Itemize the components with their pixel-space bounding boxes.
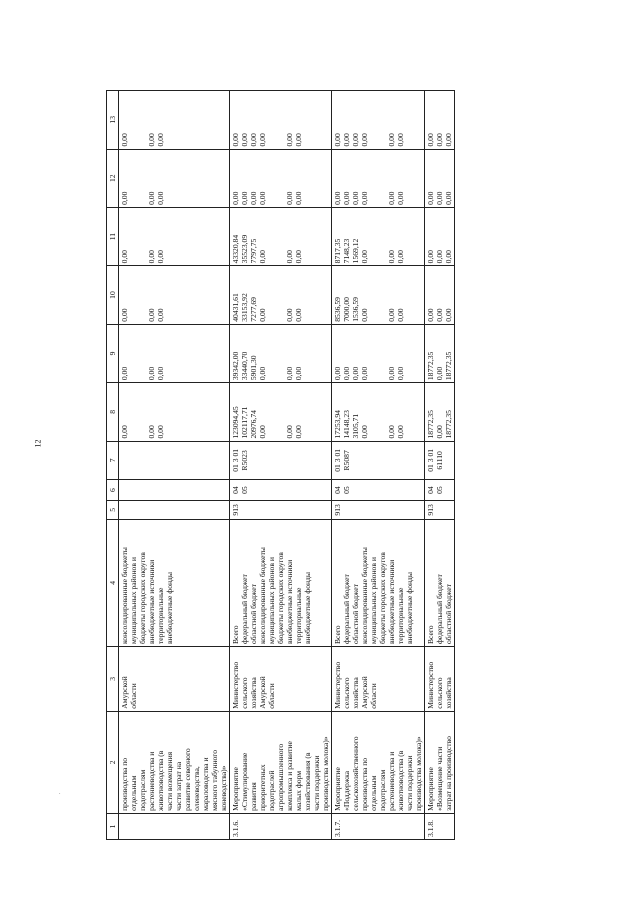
- value-cell: 0,00: [294, 133, 303, 147]
- value-column: [119, 383, 230, 441]
- value-cell: 0,00: [360, 191, 369, 205]
- value-column: [230, 207, 332, 265]
- funding-source: федеральный бюджет: [342, 574, 351, 645]
- value-cell: 5901,30: [249, 355, 258, 381]
- executor: Министерство сельского хозяйства Амурской области: [332, 647, 425, 712]
- value-cell: 0,00: [120, 133, 129, 147]
- value-cell: 0,00: [444, 191, 453, 205]
- rotated-table-wrapper: [106, 90, 616, 840]
- value-cell: 0,00: [360, 308, 369, 322]
- header-cell: 9: [107, 324, 119, 382]
- value-cell: 0,00: [285, 250, 294, 264]
- margin-mark: .: [59, 790, 61, 796]
- table-row: [230, 91, 332, 840]
- value-cell: 0,00: [156, 425, 165, 439]
- funding-source: внебюджетные источники: [387, 559, 396, 645]
- value-column: [230, 149, 332, 207]
- value-cell: 0,00: [387, 191, 396, 205]
- value-cell: 0,00: [435, 366, 444, 381]
- value-cell: 0,00: [360, 250, 369, 264]
- value-cell: 0,00: [249, 191, 258, 205]
- target-code: [119, 441, 230, 480]
- value-cell: 0,00: [435, 425, 444, 439]
- value-cell: 17253,94: [333, 410, 342, 439]
- value-column: [230, 266, 332, 324]
- grbs-code: 913: [332, 501, 425, 520]
- table-row: [332, 91, 425, 840]
- value-cell: 0,00: [147, 425, 156, 439]
- value-cell: 14148,23: [342, 410, 351, 439]
- funding-source: консолидированные бюджеты муниципальных районов и бюджеты городских округов: [120, 547, 147, 645]
- value-cell: 7148,23: [342, 238, 351, 264]
- value-column: [332, 383, 425, 441]
- value-column: [230, 91, 332, 150]
- target-code: 01 3 01 R5023: [230, 441, 332, 480]
- value-cell: 0,00: [396, 191, 405, 205]
- value-column: [119, 91, 230, 150]
- value-cell: 0,00: [444, 250, 453, 264]
- value-cell: 0,00: [285, 308, 294, 322]
- value-cell: 0,00: [360, 425, 369, 439]
- value-cell: 0,00: [360, 366, 369, 381]
- value-cell: 0,00: [351, 191, 360, 205]
- value-cell: 0,00: [120, 366, 129, 381]
- value-cell: 40431,61: [231, 293, 240, 322]
- value-column: [425, 266, 455, 324]
- header-cell: 7: [107, 441, 119, 480]
- value-cell: 0,00: [231, 191, 240, 205]
- value-cell: 0,00: [426, 250, 435, 264]
- value-cell: 0,00: [387, 250, 396, 264]
- funding-source: территориальные внебюджетные фонды: [396, 571, 414, 645]
- funding-source: федеральный бюджет: [435, 574, 444, 645]
- value-cell: 7797,75: [249, 238, 258, 264]
- value-cell: 0,00: [351, 366, 360, 381]
- header-cell: 12: [107, 149, 119, 207]
- value-cell: 0,00: [231, 133, 240, 147]
- header-cell: 2: [107, 711, 119, 813]
- value-cell: 8536,59: [333, 297, 342, 322]
- value-cell: 0,00: [435, 191, 444, 205]
- value-cell: 0,00: [258, 366, 267, 381]
- table-row: [425, 91, 455, 840]
- value-cell: 0,00: [294, 366, 303, 381]
- header-cell: 5: [107, 501, 119, 520]
- header-row: [107, 91, 119, 840]
- section-code: 04 05: [332, 480, 425, 501]
- value-cell: 0,00: [360, 133, 369, 147]
- value-cell: 33153,92: [240, 293, 249, 322]
- funding-source: федеральный бюджет: [240, 574, 249, 645]
- funding-source: внебюджетные источники: [285, 559, 294, 645]
- measure-name: Мероприятие «Поддержка сельскохозяйственного производства по отдельным подотраслям растениеводства и животноводства (в части поддержки производства молока)»: [332, 711, 425, 813]
- budget-table: [106, 90, 455, 840]
- executor: Министерство сельского хозяйства: [425, 647, 455, 712]
- value-cell: 7000,00: [342, 297, 351, 322]
- value-cell: 0,00: [120, 425, 129, 439]
- value-cell: 39342,00: [231, 351, 240, 381]
- value-cell: 18772,35: [444, 410, 453, 439]
- item-number: [119, 813, 230, 839]
- value-cell: 0,00: [396, 250, 405, 264]
- item-number: 3.1.7.: [332, 813, 425, 839]
- measure-name: Мероприятие «Возмещение части затрат на производство: [425, 711, 455, 813]
- value-cell: 7277,69: [249, 297, 258, 322]
- value-cell: 0,00: [249, 133, 258, 147]
- value-cell: 0,00: [435, 308, 444, 322]
- value-cell: 20976,74: [249, 410, 258, 439]
- value-cell: 0,00: [285, 133, 294, 147]
- value-cell: 0,00: [396, 366, 405, 381]
- value-cell: 0,00: [333, 191, 342, 205]
- value-cell: 0,00: [387, 308, 396, 322]
- header-cell: 13: [107, 91, 119, 150]
- value-cell: 102117,71: [240, 406, 249, 439]
- value-cell: 0,00: [342, 133, 351, 147]
- funding-source: внебюджетные источники: [147, 559, 156, 645]
- measure-name: Мероприятие «Стимулирование развития приоритетных подотраслей агропромышленного комплекса и развитие малых форм хозяйствования (в части поддержки производства молока)»: [230, 711, 332, 813]
- value-cell: 0,00: [240, 133, 249, 147]
- value-column: [332, 207, 425, 265]
- value-cell: 0,00: [396, 425, 405, 439]
- funding-source: консолидированные бюджеты муниципальных районов и бюджеты городских округов: [360, 547, 387, 645]
- value-cell: 0,00: [387, 425, 396, 439]
- value-cell: 0,00: [444, 133, 453, 147]
- value-cell: 0,00: [120, 250, 129, 264]
- funding-source: областной бюджет: [249, 584, 258, 645]
- grbs-code: 913: [230, 501, 332, 520]
- value-cell: 0,00: [396, 133, 405, 147]
- section-code: 04 05: [230, 480, 332, 501]
- value-cell: 3105,71: [351, 413, 360, 439]
- value-cell: 0,00: [333, 366, 342, 381]
- value-cell: 0,00: [120, 308, 129, 322]
- funding-source: территориальные внебюджетные фонды: [294, 571, 312, 645]
- section-code: [119, 480, 230, 501]
- value-cell: 33440,70: [240, 351, 249, 381]
- value-cell: 0,00: [156, 366, 165, 381]
- value-cell: 0,00: [342, 191, 351, 205]
- value-column: [119, 207, 230, 265]
- executor: Амурской области: [119, 647, 230, 712]
- value-column: [332, 324, 425, 382]
- header-cell: 11: [107, 207, 119, 265]
- value-column: [425, 149, 455, 207]
- value-cell: 0,00: [258, 425, 267, 439]
- value-cell: 1536,59: [351, 297, 360, 322]
- funding-source: областной бюджет: [351, 584, 360, 645]
- value-cell: 0,00: [435, 250, 444, 264]
- value-cell: 0,00: [147, 191, 156, 205]
- grbs-code: [119, 501, 230, 520]
- funding-sources: [230, 519, 332, 646]
- value-cell: 0,00: [147, 133, 156, 147]
- item-number: 3.1.8.: [425, 813, 455, 839]
- header-cell: 4: [107, 519, 119, 646]
- value-cell: 0,00: [294, 250, 303, 264]
- header-cell: 6: [107, 480, 119, 501]
- value-cell: 0,00: [351, 133, 360, 147]
- value-cell: 0,00: [285, 366, 294, 381]
- table-row: [119, 91, 230, 840]
- funding-sources: [425, 519, 455, 646]
- target-code: 01 3 01 R5087: [332, 441, 425, 480]
- section-code: 04 05: [425, 480, 455, 501]
- item-number: 3.1.6.: [230, 813, 332, 839]
- value-cell: 0,00: [342, 366, 351, 381]
- value-cell: 18772,35: [444, 351, 453, 381]
- value-cell: 35523,09: [240, 234, 249, 264]
- funding-source: территориальные внебюджетные фонды: [156, 571, 174, 645]
- header-cell: 1: [107, 813, 119, 839]
- value-cell: 123094,45: [231, 406, 240, 439]
- measure-name: производства по отдельным подотраслям растениеводства и животноводства (в части возмещения части затрат на развитие северного оленеводства, мараловодства и мясного табунного коневодства)»: [119, 711, 230, 813]
- value-cell: 0,00: [156, 191, 165, 205]
- funding-source: консолидированные бюджеты муниципальных районов и бюджеты городских округов: [258, 547, 285, 645]
- funding-source: Всего: [426, 625, 435, 645]
- executor: Министерство сельского хозяйства Амурской области: [230, 647, 332, 712]
- funding-sources: [332, 519, 425, 646]
- value-cell: 0,00: [444, 308, 453, 322]
- value-cell: 0,00: [240, 191, 249, 205]
- value-cell: 0,00: [426, 133, 435, 147]
- value-column: [119, 324, 230, 382]
- value-column: [332, 149, 425, 207]
- page-number: 12: [33, 439, 43, 448]
- margin-mark: ,: [106, 427, 108, 433]
- value-cell: 18772,35: [426, 351, 435, 381]
- value-cell: 0,00: [147, 366, 156, 381]
- value-cell: 43320,84: [231, 234, 240, 264]
- value-cell: 0,00: [294, 191, 303, 205]
- grbs-code: 913: [425, 501, 455, 520]
- value-column: [425, 383, 455, 441]
- value-cell: 0,00: [156, 250, 165, 264]
- value-cell: 0,00: [396, 308, 405, 322]
- value-cell: 8717,35: [333, 238, 342, 264]
- value-cell: 0,00: [258, 133, 267, 147]
- value-column: [332, 266, 425, 324]
- value-cell: 0,00: [156, 308, 165, 322]
- value-cell: 0,00: [258, 250, 267, 264]
- funding-source: Всего: [231, 625, 240, 645]
- funding-sources: [119, 519, 230, 646]
- value-cell: 0,00: [156, 133, 165, 147]
- value-cell: 18772,35: [426, 410, 435, 439]
- funding-source: Всего: [333, 625, 342, 645]
- value-column: [119, 266, 230, 324]
- value-cell: 0,00: [426, 308, 435, 322]
- value-cell: 0,00: [285, 425, 294, 439]
- value-cell: 0,00: [147, 308, 156, 322]
- value-cell: 0,00: [426, 191, 435, 205]
- value-cell: 0,00: [387, 133, 396, 147]
- value-cell: 0,00: [435, 133, 444, 147]
- value-cell: 0,00: [294, 425, 303, 439]
- value-cell: 0,00: [258, 308, 267, 322]
- value-column: [425, 207, 455, 265]
- value-column: [332, 91, 425, 150]
- value-column: [425, 91, 455, 150]
- value-cell: 1569,12: [351, 238, 360, 264]
- value-cell: 0,00: [147, 250, 156, 264]
- value-column: [425, 324, 455, 382]
- value-cell: 0,00: [294, 308, 303, 322]
- header-cell: 3: [107, 647, 119, 712]
- value-column: [230, 383, 332, 441]
- value-cell: 0,00: [285, 191, 294, 205]
- funding-source: областной бюджет: [444, 584, 453, 645]
- header-cell: 8: [107, 383, 119, 441]
- value-column: [230, 324, 332, 382]
- value-cell: 0,00: [258, 191, 267, 205]
- value-cell: 0,00: [333, 133, 342, 147]
- target-code: 01 3 01 61110: [425, 441, 455, 480]
- value-cell: 0,00: [387, 366, 396, 381]
- header-cell: 10: [107, 266, 119, 324]
- value-cell: 0,00: [120, 191, 129, 205]
- value-column: [119, 149, 230, 207]
